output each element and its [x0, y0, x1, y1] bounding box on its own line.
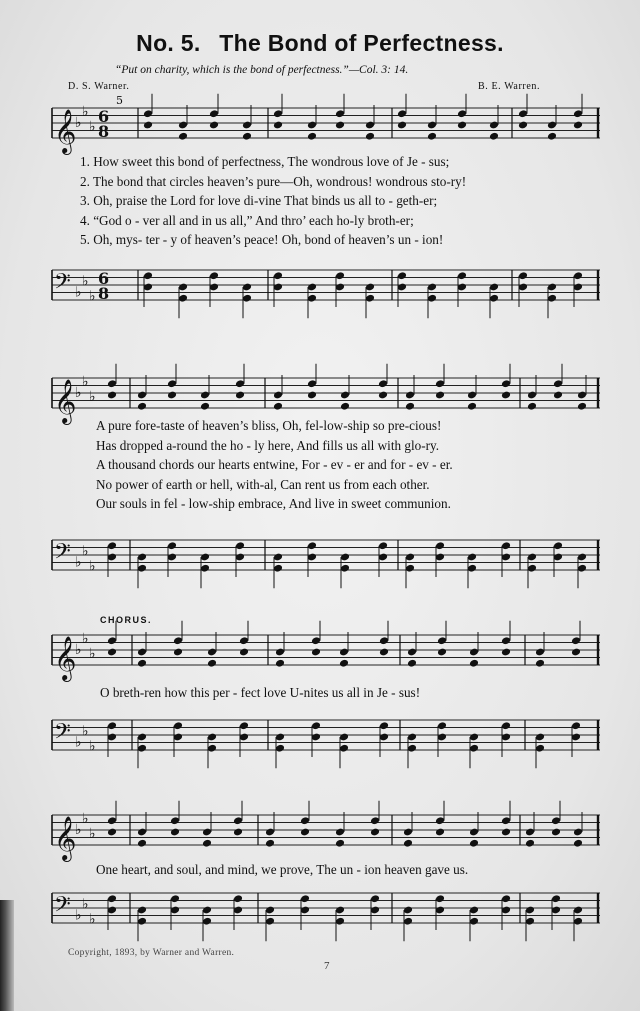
verse-3-line-a: 3. Oh, praise the Lord for love di-vine That binds us all to - geth-er; [80, 193, 438, 208]
bass-clef-icon: 𝄢 [54, 539, 71, 570]
note-head [178, 132, 188, 141]
note-head [577, 402, 587, 411]
note-head [242, 132, 252, 141]
flat-icon: ♭ [89, 388, 96, 405]
treble-clef-icon: 𝄞 [54, 816, 77, 860]
flat-icon: ♭ [75, 822, 82, 838]
note-head [518, 121, 528, 130]
note-head [273, 402, 283, 411]
verse-2-line-b: Has dropped a-round the ho - ly here, And fills us all with glo-ry. [96, 437, 440, 453]
verse-4-line-b: No power of earth or hell, with-al, Can rent us from each other. [96, 476, 430, 492]
verse-3-line-b: A thousand chords our hearts entwine, For - ev - er and for - ev - er. [96, 457, 453, 472]
system-2-treble-staff [0, 360, 640, 423]
note-head [107, 391, 117, 400]
note-head [335, 121, 345, 130]
note-head [233, 828, 243, 837]
note-head [427, 132, 437, 141]
book-binding-shadow [0, 900, 14, 1011]
time-signature-top: 6 [98, 107, 110, 126]
note-head [489, 132, 499, 141]
note-head [137, 839, 147, 848]
flat-icon: ♭ [89, 825, 96, 842]
note-head [239, 648, 249, 657]
flat-icon: ♭ [75, 642, 82, 658]
note-head [275, 659, 285, 668]
note-head [167, 391, 177, 400]
flat-icon: ♭ [82, 896, 89, 913]
note-head [553, 391, 563, 400]
music-composer: B. E. Warren. [478, 81, 541, 92]
note-head [202, 839, 212, 848]
note-head [457, 121, 467, 130]
note-head [200, 402, 210, 411]
note-head [501, 828, 511, 837]
verse-4-line-a: 4. “God o - ver all and in us all,” And thro’ each ho-ly broth-er; [80, 212, 414, 228]
note-head [340, 402, 350, 411]
flat-icon: ♭ [89, 118, 96, 135]
note-head [469, 659, 479, 668]
flat-icon: ♭ [82, 273, 89, 290]
note-head [435, 391, 445, 400]
note-head [107, 648, 117, 657]
hymn-title [0, 30, 640, 57]
note-head [207, 659, 217, 668]
note-head [265, 839, 275, 848]
note-head [209, 121, 219, 130]
hymn-name: The Bond of Perfectness. [219, 30, 504, 56]
scripture-epigraph: “Put on charity, which is the bond of perfectness.”—Col. 3: 14. [115, 64, 409, 76]
chorus-lyrics-line-2 [96, 860, 468, 880]
hymn-number: No. 5. [136, 30, 201, 56]
note-head [335, 839, 345, 848]
note-head [527, 402, 537, 411]
system-1-bass-staff [0, 250, 640, 320]
note-head [235, 391, 245, 400]
note-head [379, 648, 389, 657]
verse-lyrics-part2 [96, 416, 453, 514]
flat-icon: ♭ [75, 284, 82, 301]
flat-icon: ♭ [75, 385, 82, 401]
note-head [397, 121, 407, 130]
flat-icon: ♭ [75, 907, 82, 924]
note-head [403, 839, 413, 848]
verse-5-line-b: Our souls in fel - low-ship embrace, And live in sweet communion. [96, 496, 451, 511]
note-head [370, 828, 380, 837]
chorus-line-2: One heart, and soul, and mind, we prove, The un - ion heaven gave us. [96, 862, 469, 877]
note-head [405, 402, 415, 411]
flat-icon: ♭ [82, 373, 89, 390]
note-head [173, 648, 183, 657]
flat-icon: ♭ [75, 554, 82, 571]
flat-icon: ♭ [89, 911, 96, 928]
note-head [365, 132, 375, 141]
note-head [273, 121, 283, 130]
flat-icon: ♭ [82, 630, 89, 647]
note-head [535, 659, 545, 668]
note-head [573, 121, 583, 130]
flat-icon: ♭ [89, 738, 96, 755]
note-head [143, 121, 153, 130]
system-4-treble-staff [0, 805, 640, 865]
note-head [300, 828, 310, 837]
system-1-treble-staff [0, 94, 640, 160]
note-head [137, 659, 147, 668]
chorus-line-1: O breth-ren how this per - fect love U-nites us all in Je - sus! [100, 685, 421, 700]
bass-clef-icon: 𝄢 [54, 892, 71, 923]
bass-clef-icon: 𝄢 [54, 719, 71, 750]
note-head [467, 402, 477, 411]
flat-icon: ♭ [89, 558, 96, 575]
bass-clef-icon: 𝄢 [54, 269, 71, 300]
note-head [573, 839, 583, 848]
note-head [307, 132, 317, 141]
flat-icon: ♭ [89, 288, 96, 305]
note-head [107, 828, 117, 837]
note-head [551, 828, 561, 837]
flat-icon: ♭ [75, 734, 82, 751]
copyright-notice: Copyright, 1893, by Warner and Warren. [68, 948, 235, 958]
time-signature-bottom: 8 [98, 284, 110, 303]
note-head [571, 648, 581, 657]
flat-icon: ♭ [82, 543, 89, 560]
note-head [501, 391, 511, 400]
note-head [469, 839, 479, 848]
measure-number: 5 [116, 94, 123, 107]
time-signature-bottom: 8 [98, 122, 110, 141]
note-head [437, 648, 447, 657]
note-head [378, 391, 388, 400]
system-3-treble-staff [0, 625, 640, 685]
verse-lyrics-part1 [80, 152, 466, 250]
flat-icon: ♭ [75, 115, 82, 131]
flat-icon: ♭ [82, 103, 89, 120]
treble-clef-icon: 𝄞 [54, 636, 77, 680]
verse-2-line-a: 2. The bond that circles heaven’s pure—Oh, wondrous! wondrous sto-ry! [80, 173, 467, 189]
time-signature-top: 6 [98, 269, 110, 288]
words-author: D. S. Warner. [68, 81, 130, 92]
note-head [525, 839, 535, 848]
note-head [339, 659, 349, 668]
note-head [311, 648, 321, 657]
verse-1-line-a: 1. How sweet this bond of perfectness, The wondrous love of Je - sus; [80, 154, 450, 169]
note-head [435, 828, 445, 837]
note-head [307, 391, 317, 400]
treble-clef-icon: 𝄞 [54, 379, 77, 423]
verse-1-line-b: A pure fore-taste of heaven’s bliss, Oh, fel-low-ship so pre-cious! [96, 418, 442, 433]
note-head [170, 828, 180, 837]
system-3-bass-staff [0, 705, 640, 775]
treble-clef-icon: 𝄞 [54, 109, 77, 153]
system-2-bass-staff [0, 522, 640, 592]
note-head [547, 132, 557, 141]
flat-icon: ♭ [89, 645, 96, 662]
note-head [407, 659, 417, 668]
note-head [137, 402, 147, 411]
system-4-bass-staff [0, 882, 640, 952]
chorus-label: CHORUS. [100, 615, 153, 625]
verse-5-line-a: 5. Oh, mys- ter - y of heaven’s peace! Oh, bond of heaven’s un - ion! [80, 232, 444, 247]
flat-icon: ♭ [82, 723, 89, 740]
chorus-lyrics-line-1 [100, 683, 420, 703]
page-number: 7 [324, 960, 330, 972]
note-head [501, 648, 511, 657]
flat-icon: ♭ [82, 810, 89, 827]
